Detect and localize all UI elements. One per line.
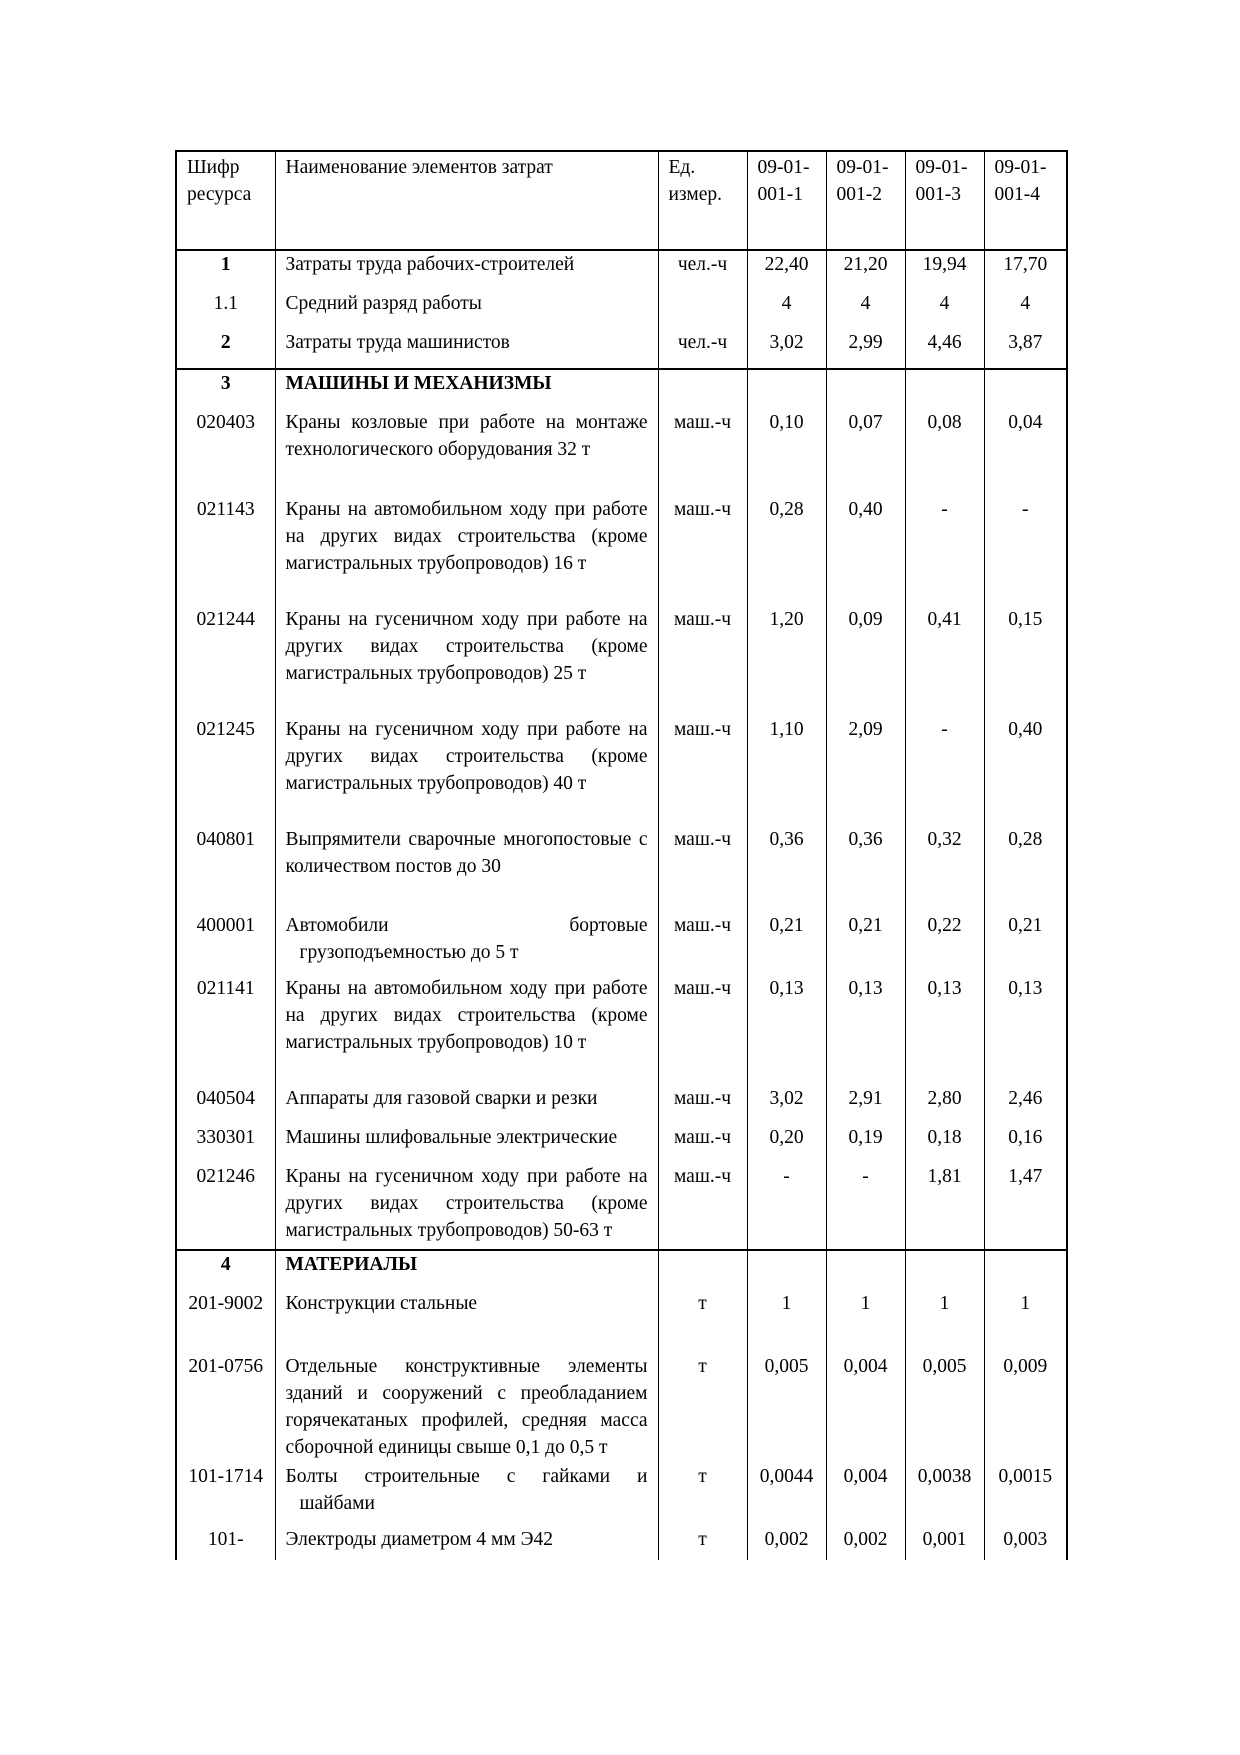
table-row — [176, 1124, 1067, 1163]
resource-code: 4 — [176, 1250, 275, 1290]
unit-of-measure: т — [658, 1290, 747, 1353]
value-col-3: 0,001 — [905, 1526, 984, 1560]
resource-code: 201-0756 — [188, 1356, 264, 1377]
value-col-1 — [747, 369, 826, 409]
table-row — [176, 496, 1067, 606]
cost-element-name: Краны на автомобильном ходу при работе на других видах строительства (кроме магистральных трубопроводов) 16 т — [275, 496, 658, 606]
resource-code: 021143 — [196, 498, 255, 520]
value-col-3: 4,46 — [905, 329, 984, 369]
resource-code: 201-9002 — [188, 1293, 264, 1314]
cost-element-name: Краны козловые при работе на монтаже технологического оборудования 32 т — [275, 409, 658, 496]
resource-code: 1 — [220, 254, 231, 275]
table-body — [176, 250, 1067, 1560]
unit-of-measure: маш.-ч — [658, 1124, 747, 1163]
value-col-1: 22,40 — [747, 250, 826, 290]
value-col-3: 19,94 — [905, 250, 984, 290]
cost-element-name: Выпрямители сварочные многопостовые с количеством постов до 30 — [275, 826, 658, 913]
value-col-2: 0,09 — [826, 606, 905, 716]
table-row — [176, 716, 1067, 826]
cost-element-name: Затраты труда рабочих-строителей — [275, 250, 658, 290]
table-row — [176, 1250, 1067, 1290]
cost-element-name: Конструкции стальные — [275, 1290, 658, 1353]
value-col-1: 1,20 — [747, 606, 826, 716]
cost-element-name: МАШИНЫ И МЕХАНИЗМЫ — [275, 369, 658, 409]
value-col-2: 0,21 — [826, 912, 905, 975]
value-col-2: 0,004 — [826, 1353, 905, 1463]
table-row — [176, 1085, 1067, 1124]
value-col-2: 2,99 — [826, 329, 905, 369]
cost-element-name: МАТЕРИАЛЫ — [275, 1250, 658, 1290]
value-col-1: 0,20 — [747, 1124, 826, 1163]
cost-element-name-line2: шайбами — [299, 1493, 375, 1514]
value-col-3: 0,18 — [905, 1124, 984, 1163]
cost-element-name — [275, 1463, 658, 1526]
unit-of-measure — [658, 290, 747, 329]
unit-of-measure: чел.-ч — [658, 250, 747, 290]
value-col-3: 0,005 — [905, 1353, 984, 1463]
unit-of-measure: т — [658, 1463, 747, 1526]
resource-code: 021141 — [196, 978, 255, 999]
value-col-3: 2,80 — [905, 1085, 984, 1124]
value-col-2: 0,19 — [826, 1124, 905, 1163]
resource-code: 1.1 — [213, 293, 238, 314]
value-col-2: 0,07 — [826, 409, 905, 496]
unit-of-measure: маш.-ч — [658, 975, 747, 1085]
resource-code: 040504 — [196, 1088, 255, 1109]
resource-code: 021245 — [196, 718, 255, 740]
value-col-1 — [747, 1250, 826, 1290]
table-row — [176, 369, 1067, 409]
value-col-3: 0,41 — [905, 606, 984, 716]
value-col-4: 1 — [984, 1290, 1067, 1353]
unit-of-measure: маш.-ч — [658, 496, 747, 606]
value-col-1: 0,005 — [747, 1353, 826, 1463]
unit-of-measure: маш.-ч — [658, 716, 747, 826]
value-col-3: 4 — [905, 290, 984, 329]
cost-element-name — [275, 912, 658, 975]
value-col-1: 1,10 — [747, 716, 826, 826]
value-col-1: 3,02 — [747, 1085, 826, 1124]
value-col-2: 0,13 — [826, 975, 905, 1085]
value-col-4: 0,0015 — [984, 1463, 1067, 1526]
value-col-2: 21,20 — [826, 250, 905, 290]
unit-of-measure: т — [658, 1526, 747, 1560]
value-col-1: 1 — [747, 1290, 826, 1353]
value-col-4: 1,47 — [984, 1163, 1067, 1250]
cost-element-name: Отдельные конструктивные элементы зданий и сооружений с преобладанием горячекатаных профилей, средняя масса сборочной единицы свыше 0,1 до 0,5 т — [275, 1353, 658, 1463]
unit-of-measure: маш.-ч — [658, 1163, 747, 1250]
value-col-3: 0,32 — [905, 826, 984, 913]
resource-code: 2 — [220, 332, 231, 353]
cost-element-name: Машины шлифовальные электрические — [275, 1124, 658, 1163]
value-col-4: 17,70 — [984, 250, 1067, 290]
header-code: Шифр ресурса — [176, 151, 275, 250]
value-col-2: 0,004 — [826, 1463, 905, 1526]
resource-code: 330301 — [196, 1127, 255, 1148]
unit-of-measure — [658, 1250, 747, 1290]
value-col-2: 2,91 — [826, 1085, 905, 1124]
value-col-4: 0,15 — [984, 606, 1067, 716]
value-col-1: 0,21 — [747, 912, 826, 975]
table-row — [176, 1163, 1067, 1250]
header-col-4: 09-01-001-4 — [984, 151, 1067, 250]
cost-element-name: Краны на гусеничном ходу при работе на других видах строительства (кроме магистральных трубопроводов) 40 т — [275, 716, 658, 826]
table-row — [176, 606, 1067, 716]
unit-of-measure: маш.-ч — [658, 1085, 747, 1124]
unit-of-measure: чел.-ч — [658, 329, 747, 369]
resource-code: 040801 — [196, 828, 255, 850]
header-col-3: 09-01-001-3 — [905, 151, 984, 250]
table-header-row — [176, 151, 1067, 250]
table-row — [176, 290, 1067, 329]
value-col-3 — [905, 1250, 984, 1290]
resource-code: 3 — [176, 369, 275, 409]
value-col-1: 0,002 — [747, 1526, 826, 1560]
value-col-4 — [984, 1250, 1067, 1290]
value-col-4: 0,28 — [984, 826, 1067, 913]
value-col-4: - — [984, 496, 1067, 606]
value-col-4: 0,009 — [984, 1353, 1067, 1463]
table-row — [176, 329, 1067, 369]
cost-element-name-line1: Автомобили бортовые — [285, 915, 648, 936]
resource-code: 400001 — [196, 915, 255, 936]
table-row — [176, 1463, 1067, 1526]
resource-cost-table — [175, 150, 1068, 1560]
table-row — [176, 250, 1067, 290]
unit-of-measure: маш.-ч — [658, 826, 747, 913]
resource-code: 020403 — [196, 412, 255, 433]
unit-of-measure — [658, 369, 747, 409]
value-col-1: 4 — [747, 290, 826, 329]
value-col-4: 0,13 — [984, 975, 1067, 1085]
table-row — [176, 1353, 1067, 1463]
value-col-3: 0,08 — [905, 409, 984, 496]
table-row — [176, 1526, 1067, 1560]
value-col-3: 0,22 — [905, 912, 984, 975]
value-col-1: 0,0044 — [747, 1463, 826, 1526]
value-col-1: 0,28 — [747, 496, 826, 606]
value-col-2: - — [826, 1163, 905, 1250]
cost-element-name-line1: Болты строительные с гайками и — [285, 1466, 648, 1487]
value-col-4: 2,46 — [984, 1085, 1067, 1124]
value-col-2: 0,002 — [826, 1526, 905, 1560]
resource-code: 021246 — [196, 1166, 255, 1187]
unit-of-measure: маш.-ч — [658, 912, 747, 975]
value-col-1: 0,36 — [747, 826, 826, 913]
table-row — [176, 975, 1067, 1085]
value-col-3: 1 — [905, 1290, 984, 1353]
value-col-2: 2,09 — [826, 716, 905, 826]
value-col-2 — [826, 369, 905, 409]
value-col-4 — [984, 369, 1067, 409]
value-col-3 — [905, 369, 984, 409]
value-col-2: 0,36 — [826, 826, 905, 913]
unit-of-measure: т — [658, 1353, 747, 1463]
value-col-3: - — [905, 496, 984, 606]
header-col-1: 09-01-001-1 — [747, 151, 826, 250]
value-col-4: 0,40 — [984, 716, 1067, 826]
value-col-2: 0,40 — [826, 496, 905, 606]
value-col-4: 0,21 — [984, 912, 1067, 975]
value-col-1: - — [747, 1163, 826, 1250]
cost-element-name: Затраты труда машинистов — [275, 329, 658, 369]
table-row — [176, 912, 1067, 975]
cost-element-name: Краны на автомобильном ходу при работе на других видах строительства (кроме магистральных трубопроводов) 10 т — [275, 975, 658, 1085]
resource-code: 101-1714 — [188, 1466, 264, 1487]
value-col-2: 4 — [826, 290, 905, 329]
value-col-4: 4 — [984, 290, 1067, 329]
value-col-4: 0,04 — [984, 409, 1067, 496]
value-col-1: 3,02 — [747, 329, 826, 369]
cost-element-name-line2: грузоподъемностью до 5 т — [299, 942, 519, 963]
cost-element-name: Краны на гусеничном ходу при работе на других видах строительства (кроме магистральных трубопроводов) 25 т — [275, 606, 658, 716]
table-row — [176, 409, 1067, 496]
value-col-3: 0,0038 — [905, 1463, 984, 1526]
value-col-1: 0,10 — [747, 409, 826, 496]
header-col-2: 09-01-001-2 — [826, 151, 905, 250]
unit-of-measure: маш.-ч — [658, 409, 747, 496]
cost-element-name: Электроды диаметром 4 мм Э42 — [275, 1526, 658, 1560]
cost-element-name: Аппараты для газовой сварки и резки — [275, 1085, 658, 1124]
value-col-3: 0,13 — [905, 975, 984, 1085]
value-col-3: - — [905, 716, 984, 826]
table-row — [176, 826, 1067, 913]
header-unit: Ед. измер. — [658, 151, 747, 250]
resource-code: 101- — [207, 1529, 244, 1550]
value-col-4: 0,003 — [984, 1526, 1067, 1560]
value-col-4: 0,16 — [984, 1124, 1067, 1163]
cost-element-name: Краны на гусеничном ходу при работе на других видах строительства (кроме магистральных трубопроводов) 50-63 т — [275, 1163, 658, 1250]
cost-element-name: Средний разряд работы — [275, 290, 658, 329]
value-col-4: 3,87 — [984, 329, 1067, 369]
header-name: Наименование элементов затрат — [275, 151, 658, 250]
value-col-2 — [826, 1250, 905, 1290]
table-row — [176, 1290, 1067, 1353]
value-col-1: 0,13 — [747, 975, 826, 1085]
unit-of-measure: маш.-ч — [658, 606, 747, 716]
value-col-3: 1,81 — [905, 1163, 984, 1250]
value-col-2: 1 — [826, 1290, 905, 1353]
resource-code: 021244 — [196, 608, 255, 630]
